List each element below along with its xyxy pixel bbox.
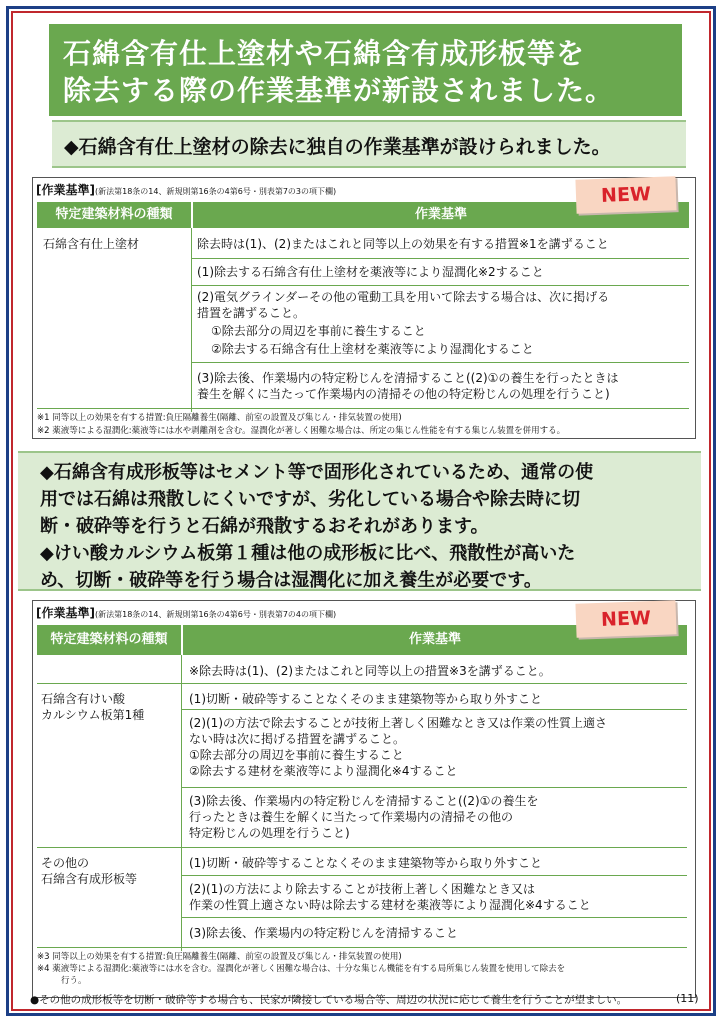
box2-a-row-2b: ない時は次に掲げる措置を講ずること。: [189, 732, 406, 746]
box2-rule-bottom: [37, 947, 687, 948]
box2-rule-a1: [181, 709, 687, 710]
box2-a-row-3b: 行ったときは養生を解くに当たって作業場内の清掃その他の: [189, 810, 514, 824]
box1-note-2: ※2 薬液等による湿潤化:薬液等には水や剥離剤を含む。湿潤化が著しく困難な場合は、所定の集じん性能を有する集じん装置を併用する。: [37, 426, 566, 436]
box1-row-3c: ①除去部分の周辺を事前に養生すること: [211, 324, 426, 338]
box1-row-3d: ②除去する石綿含有仕上塗材を薬液等により湿潤化すること: [211, 342, 534, 356]
page-number: (11): [676, 992, 699, 1005]
box2-a-row-2a: (2)(1)の方法で除去することが技術上著しく困難なとき又は作業の性質上適さ: [189, 716, 607, 730]
box1-label: [作業基準]: [36, 183, 95, 197]
box1-row-3b: 措置を講ずること。: [197, 306, 306, 320]
section2-line-5: め、切断・破砕等を行う場合は湿潤化に加え養生が必要です。: [40, 570, 542, 591]
work-standard-box-1: [32, 177, 696, 439]
new-badge-2: NEW: [575, 600, 676, 637]
box2-top-row: ※除去時は(1)、(2)またはこれと同等以上の措置※3を講ずること。: [189, 664, 551, 678]
footer-note: ●その他の成形板等を切断・破砕等する場合も、民家が隣接している場合等、周辺の状況に応じて養生を行うことが望ましい。: [30, 994, 628, 1006]
box2-note-2: ※4 薬液等による湿潤化:薬液等には水を含む。湿潤化が著しく困難な場合は、十分な集じん機能を有する局所集じん装置を使用して除去を: [37, 964, 566, 974]
box1-rule-1: [191, 258, 689, 259]
box2-material-b-1: その他の: [41, 856, 90, 870]
box2-a-row-2c: ①除去部分の周辺を事前に養生すること: [189, 748, 404, 762]
section2-banner: [18, 451, 701, 591]
page-title: [49, 24, 682, 116]
box1-header: [36, 181, 336, 198]
work-standard-box-2: [32, 600, 696, 998]
box1-col-divider: [191, 228, 192, 412]
box1-row-3a: (2)電気グラインダーその他の電動工具を用いて除去する場合は、次に掲げる: [197, 290, 610, 304]
box2-note-1: ※3 同等以上の効果を有する措置:負圧隔離養生(隔離、前室の設置及び集じん・排気装置の使用): [37, 952, 402, 962]
box2-label: [作業基準]: [36, 606, 95, 620]
box1-row-2: (1)除去する石綿含有仕上塗材を薬液等により湿潤化※2すること: [197, 265, 544, 279]
box2-rule-b2: [181, 917, 687, 918]
section2-line-4: ◆けい酸カルシウム板第１種は他の成形板に比べ、飛散性が高いた: [40, 543, 576, 564]
title-line-2: 除去する際の作業基準が新設されました。: [63, 74, 615, 107]
box1-rule-3: [191, 362, 689, 363]
box2-rule-b1: [181, 875, 687, 876]
box2-rule-top: [37, 683, 687, 684]
box2-a-row-1: (1)切断・破砕等することなくそのまま建築物等から取り外すこと: [189, 692, 543, 706]
box2-rule-mid: [37, 847, 687, 848]
box2-ref: (新法第18条の14、新規則第16条の4第6号・別表第7の4の項下欄): [94, 610, 337, 619]
section1-heading: ◆石綿含有仕上塗材の除去に独自の作業基準が設けられました。: [52, 120, 686, 168]
section2-line-2: 用では石綿は飛散しにくいですが、劣化している場合や除去時に切: [40, 489, 580, 510]
title-line-1: 石綿含有仕上塗材や石綿含有成形板等を: [63, 37, 586, 70]
box1-col1-header: 特定建築材料の種類: [37, 202, 191, 228]
box1-material: 石綿含有仕上塗材: [43, 237, 140, 251]
box1-row-1: 除去時は(1)、(2)またはこれと同等以上の効果を有する措置※1を講ずること: [197, 237, 609, 251]
box2-b-row-3: (3)除去後、作業場内の特定粉じんを清掃すること: [189, 926, 458, 940]
box2-note-3: 行う。: [61, 976, 87, 986]
box2-material-a-1: 石綿含有けい酸: [41, 692, 126, 706]
box1-rule-2: [191, 285, 689, 286]
section2-line-1: ◆石綿含有成形板等はセメント等で固形化されているため、通常の使: [40, 462, 594, 483]
box1-col2-header: 作業基準: [193, 202, 689, 228]
box2-a-row-2d: ②除去する建材を薬液等により湿潤化※4すること: [189, 764, 458, 778]
box1-row-4b: 養生を解くに当たって作業場内の清掃その他の特定粉じんの処理を行うこと): [197, 387, 610, 401]
box1-note-1: ※1 同等以上の効果を有する措置:負圧隔離養生(隔離、前室の設置及び集じん・排気装置の使用): [37, 413, 402, 423]
box2-b-row-2b: 作業の性質上適さない時は除去する建材を薬液等により湿潤化※4すること: [189, 898, 591, 912]
box2-col-divider: [181, 655, 182, 951]
box2-col2-header: 作業基準: [183, 625, 687, 655]
box1-ref: (新法第18条の14、新規則第16条の4第6号・別表第7の3の項下欄): [94, 187, 337, 196]
new-badge-1: NEW: [575, 176, 676, 213]
box2-rule-a2: [181, 787, 687, 788]
box1-row-4a: (3)除去後、作業場内の特定粉じんを清掃すること((2)①の養生を行ったときは: [197, 371, 619, 385]
box2-material-b-2: 石綿含有成形板等: [41, 872, 138, 886]
section2-line-3: 断・破砕等を行うと石綿が飛散するおそれがあります。: [40, 516, 489, 537]
box2-header: [36, 604, 336, 621]
box2-b-row-1: (1)切断・破砕等することなくそのまま建築物等から取り外すこと: [189, 856, 543, 870]
box2-col1-header: 特定建築材料の種類: [37, 625, 181, 655]
box2-material-a-2: カルシウム板第1種: [41, 708, 145, 722]
box2-a-row-3c: 特定粉じんの処理を行うこと): [189, 826, 350, 840]
box2-b-row-2a: (2)(1)の方法により除去することが技術上著しく困難なとき又は: [189, 882, 535, 896]
box2-a-row-3a: (3)除去後、作業場内の特定粉じんを清掃すること((2)①の養生を: [189, 794, 539, 808]
box1-rule-bottom: [37, 408, 689, 409]
